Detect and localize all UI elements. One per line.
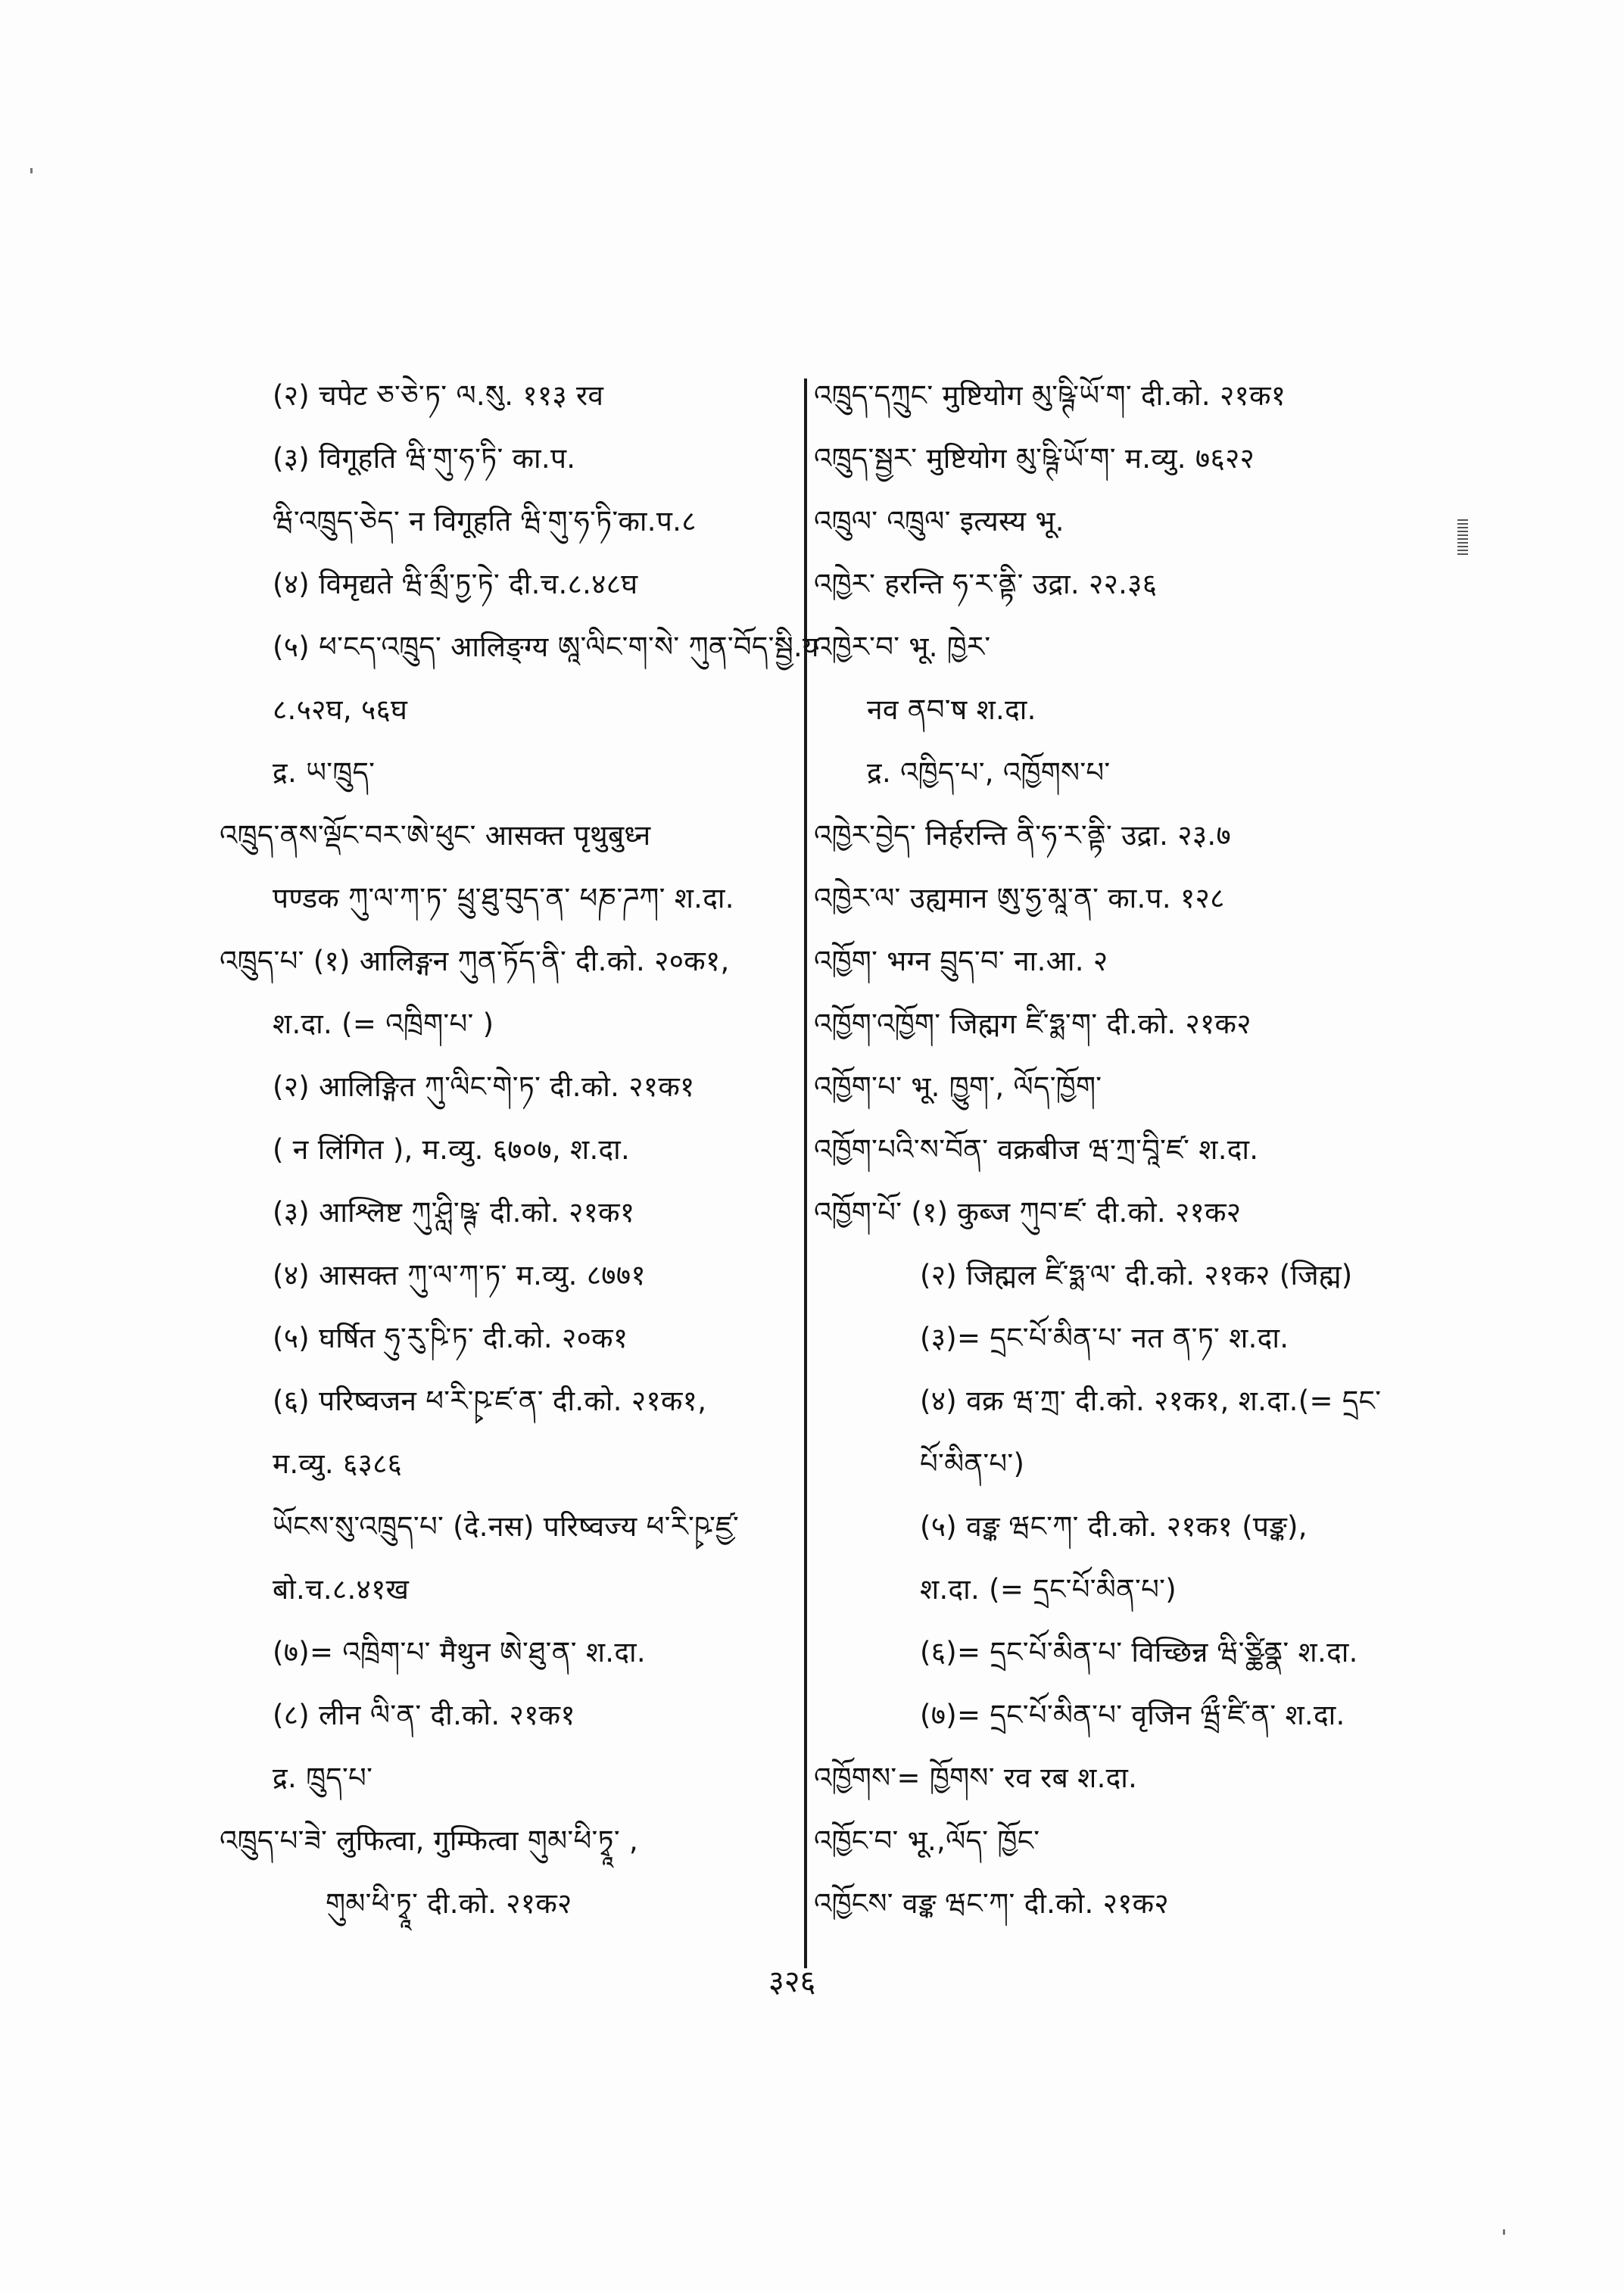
entry-line: འཁྱོག་པའི་ས་བོན་ वक्रबीज ཝ་ཀྲ་བཱི་ཛ་ श.दा. (814, 1133, 1259, 1166)
entry-line: འཁྲུད་པ་ (१) आलिङ्गन ཀུན་ཏོད་ནི་ दी.को. २०क१, (220, 945, 730, 977)
entry-line: द्र. འཁྱིད་པ་, འཁྱོགས་པ་ (867, 756, 1111, 789)
entry-line: (७)= འཁྲིག་པ་ मैथुन ཨེ་ཐུ་ན་ श.दा. (273, 1636, 646, 1668)
entry-line: (२) चपेट ཅ་ཅེ་ཏ་ ལ.སུ. ११३ रव (273, 379, 604, 412)
entry-line: འཁྱོངས་ वङ्क ཝང་ཀ་ दी.को. २१क२ (814, 1887, 1169, 1920)
entry-line: (५) वङ्क ཝང་ཀ་ दी.को. २१क१ (पङ्क), (920, 1510, 1308, 1543)
entry-line: འཁྱོག་པ་ भू. ཁྱུག་, ལོད་ཁྱོག་ (814, 1070, 1102, 1103)
entry-line: द्र. ཁྲུད་པ་ (273, 1762, 373, 1794)
entry-line: འཁྱོག་ भग्न བྲུད་བ་ ना.आ. २ (814, 945, 1108, 977)
scan-speck (30, 168, 33, 173)
column-divider (804, 379, 807, 1968)
entry-line: ( न लिंगित ), म.व्यु. ६७०७, श.दा. (273, 1133, 631, 1166)
entry-line: (८) लीन ལི་ན་ दी.को. २१क१ (273, 1699, 575, 1731)
entry-line: (२) आलिङ्गित ཀུ་ལིང་གེ་ཏ་ दी.को. २१क१ (273, 1070, 695, 1103)
entry-line: འཁྲུལ་ འཁྲུལ་ इत्यस्य भू. (814, 505, 1064, 537)
entry-line: ཡོངས་སུ་འཁྲུད་པ་ (दे.नस) परिष्वज्य ཕ་རི་ཥྭ་ཛྱ་ (273, 1510, 740, 1543)
entry-line: (३)= དྲང་པོ་མིན་པ་ नत ན་ཏ་ श.दा. (920, 1322, 1289, 1354)
page-number: ३२६ (768, 1964, 816, 1999)
entry-line: འཁྲུད་དཀྲུང་ मुष्टियोग མུ་ཥྚི་ཡོ་ག་ दी.को. २१क१ (814, 379, 1286, 412)
entry-line: འཁྱེར་བ་ भू. ཁྱེར་ (814, 631, 991, 663)
entry-line: འཁྱོགས་= ཁྱོགས་ रव रब श.दा. (814, 1762, 1138, 1794)
entry-line: (६) परिष्वजन ཕ་རི་ཥྭ་ཛ་ན་ दी.को. २१क१, (273, 1385, 707, 1417)
entry-line: (४) विमृद्यते ཝི་མྲྀ་ཏྱ་ཏེ་ दी.च.८.४८घ (273, 568, 638, 600)
entry-line: འཁྲུད་ནས་ལྡོང་བར་ཨེ་ཕུང་ आसक्त पृथुबुध्न (220, 819, 651, 852)
entry-line: नव ནབ་ष श.दा. (867, 693, 1036, 726)
entry-line: पण्डक ཀུ་ལ་ཀ་ཏ་ ཕྲུ་ཐུ་བུད་ན་ ཕཎ་ཌཀ་ श.दा. (273, 882, 734, 914)
entry-line: འཁྱེར་བྱེད་ निर्हरन्ति ནི་ཧ་ར་ནྟི་ उद्रा. २३.७ (814, 819, 1231, 852)
entry-line: (२) जिह्मल ཛི་ཧྨ་ལ་ दी.को. २१क२ (जिह्म) (920, 1259, 1353, 1291)
margin-tick-mark (1457, 519, 1468, 555)
entry-line: (३) आश्लिष्ट ཀུ་ཤླི་ཥྚ་ दी.को. २१क१ (273, 1196, 635, 1229)
entry-line: (५) घर्षित ཧུ་རུ་ཥི་ཏ་ दी.को. २०क१ (273, 1322, 628, 1354)
entry-line: གུམ་ཕི་ཏྭཱ་ दी.को. २१क२ (326, 1887, 572, 1920)
entry-line: द्र. ཡ་ཁྲུད་ (273, 756, 376, 789)
entry-line: པོ་མིན་པ་) (920, 1447, 1025, 1480)
entry-line: ཝི་འཁྲུད་ཅེད་ न विगूहति ཝི་གུ་ཧ་ཏི་का.प.८ (273, 505, 697, 537)
entry-line: (५) ཕ་ངད་འཁྲུད་ आलिङ्ग्य ཨཱ་ལིང་ག་སེ་ ཀུན་བོད་སྦྱི.य (273, 631, 819, 663)
entry-line: (४) आसक्त ཀུ་ལ་ཀ་ཏ་ म.व्यु. ८७७१ (273, 1259, 646, 1291)
entry-line: (७)= དྲང་པོ་མིན་པ་ वृजिन ཝྲྀ་ཛི་ན་ श.दा. (920, 1699, 1345, 1731)
entry-line: ८.५२घ, ५६घ (273, 693, 408, 726)
entry-line: འཁྱོག་པོ་ (१) कुब्ज ཀུབ་ཛ་ दी.को. २१क२ (814, 1196, 1242, 1229)
entry-line: འཁྲུད་པ་ཟེ་ लुफित्वा, गुम्फित्वा གུམ་ཕི་ཏྭཱ་ , (220, 1824, 639, 1857)
entry-line: འཁྱོག་འཁྱོག་ जिह्मग ཛི་ཧྨ་ག་ दी.को. २१क२ (814, 1008, 1252, 1040)
entry-line: (६)= དྲང་པོ་མིན་པ་ विच्छिन्न ཝི་ཙྪིནྣ་ श.दा. (920, 1636, 1358, 1668)
entry-line: འཁྱོང་བ་ भू.,ལོད་ ཁྱོང་ (814, 1824, 1040, 1857)
entry-line: འཁྱེར་ हरन्ति ཧ་ར་ནྟི་ उद्रा. २२.३६ (814, 568, 1158, 600)
entry-line: श.दा. (= འཁྲིག་པ་ ) (273, 1008, 494, 1040)
entry-line: འཁྲུད་སྦྱར་ मुष्टियोग མུ་ཥྚི་ཡོ་ག་ म.व्यु. ७६२२ (814, 442, 1255, 475)
entry-line: (४) वक्र ཝ་ཀྲ་ दी.को. २१क१, श.दा.(= དྲང་ (920, 1385, 1382, 1417)
scan-speck (1503, 2229, 1505, 2235)
entry-line: म.व्यु. ६३८६ (273, 1447, 403, 1480)
entry-line: श.दा. (= དྲང་པོ་མིན་པ་) (920, 1573, 1177, 1606)
entry-line: (३) विगूहति ཝི་གུ་ཧ་ཏི་ का.प. (273, 442, 576, 475)
entry-line: འཁྱེར་ལ་ उह्यमान ཨུ་ཧྱ་མཱ་ན་ का.प. १२८ (814, 882, 1225, 914)
entry-line: बो.च.८.४१ख (273, 1573, 410, 1606)
